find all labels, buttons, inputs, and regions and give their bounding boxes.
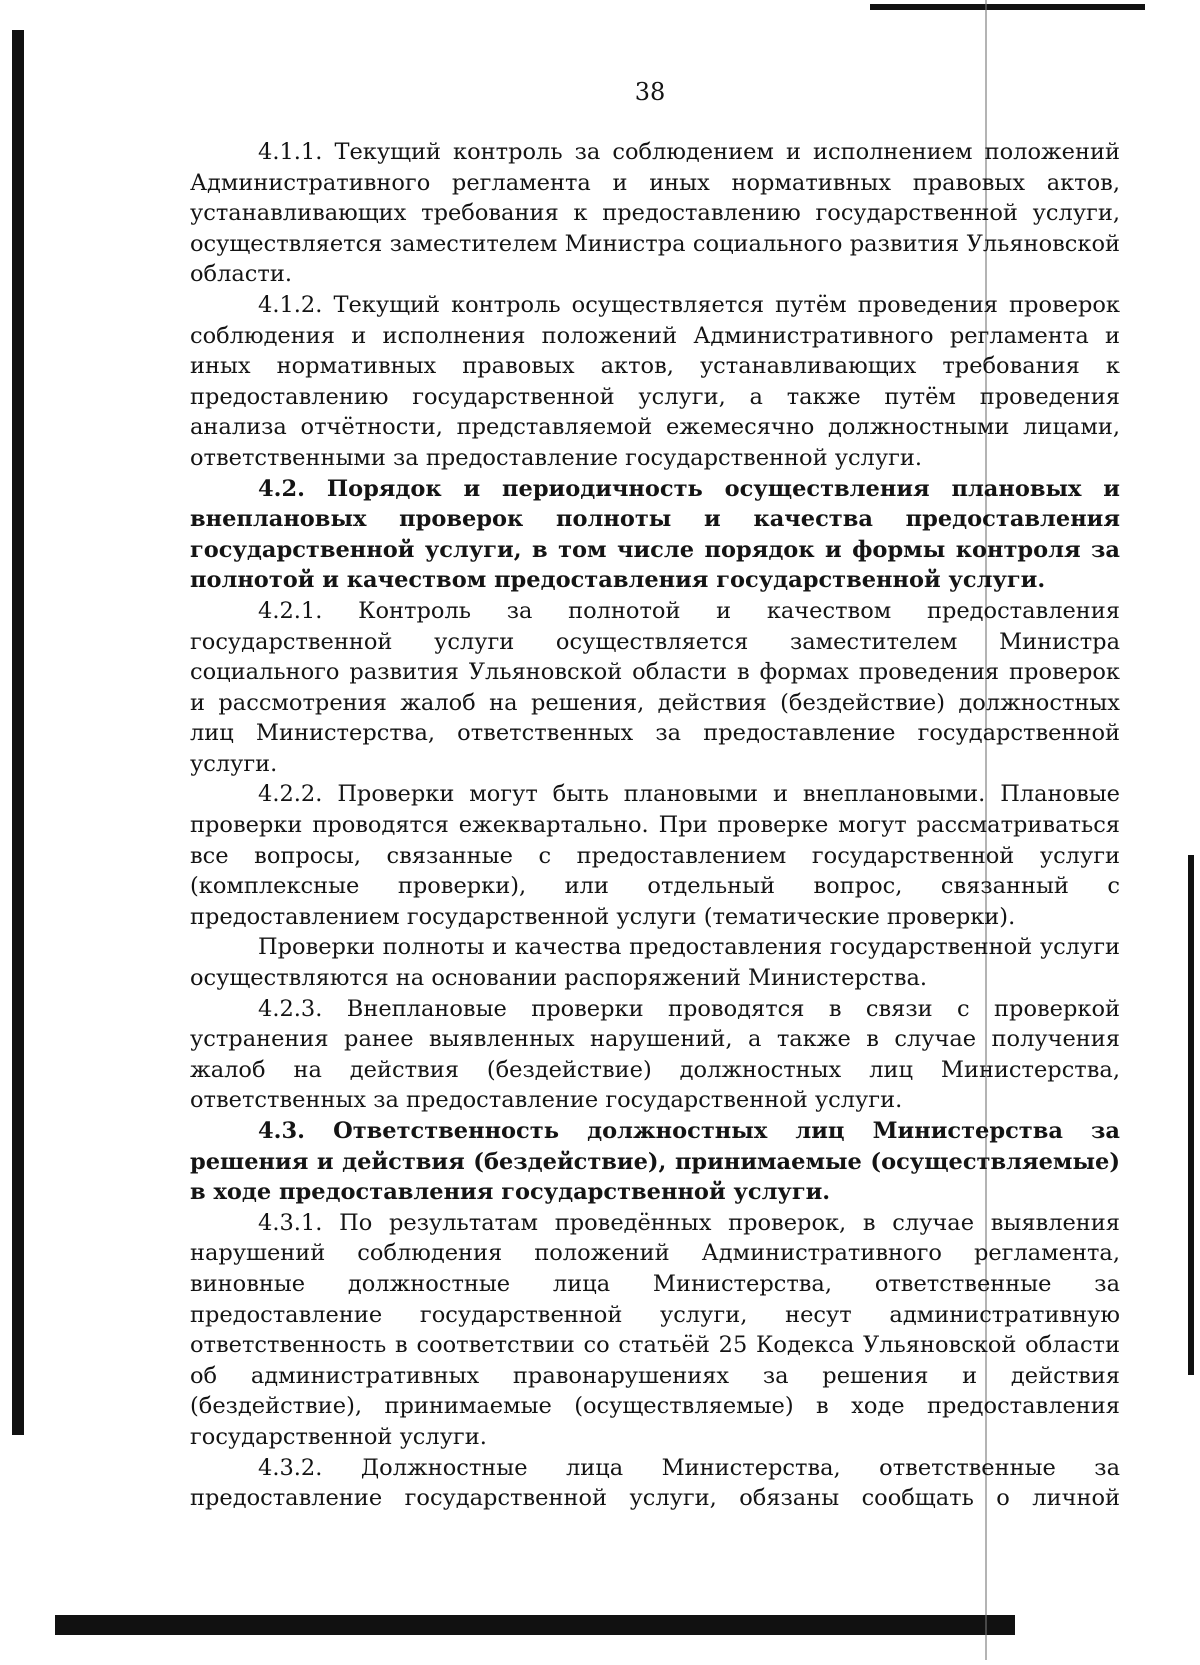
scan-edge-top: [870, 4, 1145, 10]
paragraph-4-2-3: 4.2.3. Внеплановые проверки проводятся в связи с проверкой устранения ранее выявленных нарушений, а также в случае получения жалоб на действия (бездействие) должностных лиц Министерства, ответственных за предоставление государственной услуги.: [190, 995, 1120, 1114]
scan-edge-right: [1188, 855, 1194, 1375]
document-body: [190, 137, 1120, 1514]
paragraph-4-2-1: 4.2.1. Контроль за полнотой и качеством предоставления государственной услуги осуществляется заместителем Министра социального развития Ульяновской области в формах проведения проверок и рассмотрения жалоб на решения, действия (бездействие) должностных лиц Министерства, ответственных за предоставление государственной услуги.: [190, 597, 1120, 777]
paragraph-4-3-2: 4.3.2. Должностные лица Министерства, ответственные за предоставление государственной услуги, обязаны сообщать о личной: [190, 1454, 1120, 1512]
heading-4-3: 4.3. Ответственность должностных лиц Министерства за решения и действия (бездействие), принимаемые (осуществляемые) в ходе предоставления государственной услуги.: [190, 1118, 1120, 1206]
paragraph-4-1-1: 4.1.1. Текущий контроль за соблюдением и исполнением положений Административного регламента и иных нормативных правовых актов, устанавливающих требования к предоставлению государственной услуги, осуществляется заместителем Министра социального развития Ульяновской области.: [190, 139, 1120, 288]
scan-edge-left: [12, 30, 24, 1435]
scan-edge-bottom: [55, 1615, 1015, 1635]
page-number: 38: [634, 78, 666, 106]
paragraph-4-2-2-cont: Проверки полноты и качества предоставления государственной услуги осуществляются на основании распоряжений Министерства.: [190, 934, 1120, 992]
paragraph-4-3-1: 4.3.1. По результатам проведённых проверок, в случае выявления нарушений соблюдения положений Административного регламента, виновные должностные лица Министерства, ответственные за предоставление государственной услуги, несут административную ответственность в соответствии со статьёй 25 Кодекса Ульяновской области об административных правонарушениях за решения и действия (бездействие), принимаемые (осуществляемые) в ходе предоставления государственной услуги.: [190, 1209, 1120, 1450]
heading-4-2: 4.2. Порядок и периодичность осуществления плановых и внеплановых проверок полноты и качества предоставления государственной услуги, в том числе порядок и формы контроля за полнотой и качеством предоставления государственной услуги.: [190, 475, 1120, 594]
paragraph-4-2-2: 4.2.2. Проверки могут быть плановыми и внеплановыми. Плановые проверки проводятся ежеквартально. При проверке могут рассматриваться все вопросы, связанные с предоставлением государственной услуги (комплексные проверки), или отдельный вопрос, связанный с предоставлением государственной услуги (тематические проверки).: [190, 781, 1120, 930]
paragraph-4-1-2: 4.1.2. Текущий контроль осуществляется путём проведения проверок соблюдения и исполнения положений Административного регламента и иных нормативных правовых актов, устанавливающих требования к предоставлению государственной услуги, а также путём проведения анализа отчётности, представляемой ежемесячно должностными лицами, ответственными за предоставление государственной услуги.: [190, 291, 1120, 471]
